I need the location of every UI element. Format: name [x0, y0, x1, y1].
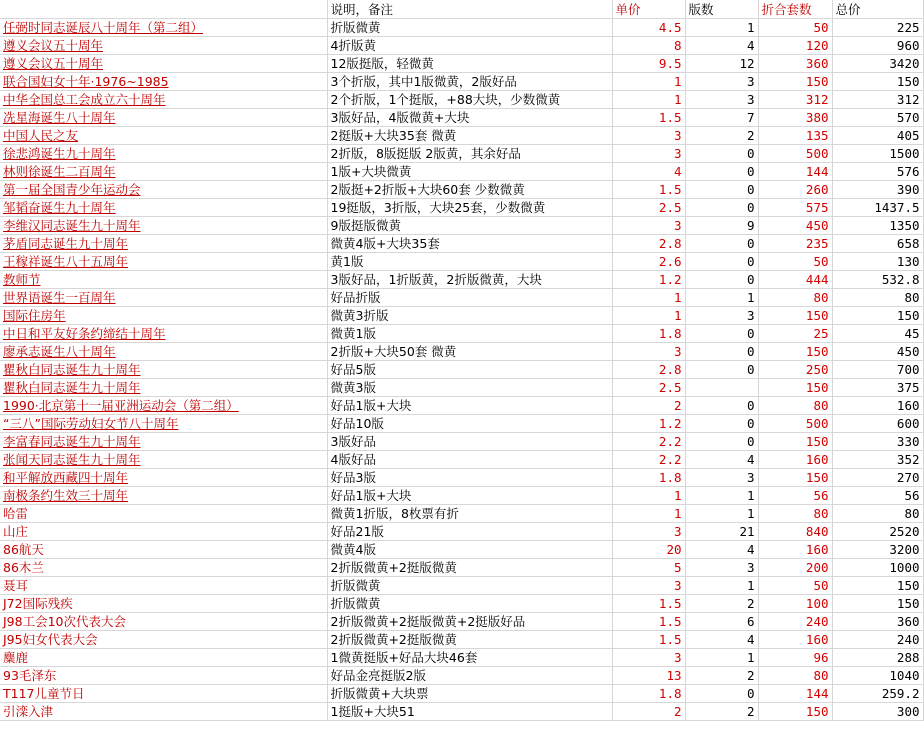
- cell-total[interactable]: 300: [832, 703, 923, 721]
- cell-desc[interactable]: 1微黄挺版+好品大块46套: [327, 649, 612, 667]
- cell-name[interactable]: 和平解放西藏四十周年: [0, 469, 327, 487]
- cell-plates[interactable]: 0: [685, 253, 758, 271]
- cell-price[interactable]: 2: [612, 397, 685, 415]
- cell-total[interactable]: 1000: [832, 559, 923, 577]
- cell-sets[interactable]: 160: [758, 631, 832, 649]
- cell-plates[interactable]: 2: [685, 667, 758, 685]
- cell-sets[interactable]: 240: [758, 613, 832, 631]
- cell-price[interactable]: 3: [612, 145, 685, 163]
- cell-sets[interactable]: 144: [758, 685, 832, 703]
- cell-price[interactable]: 1: [612, 91, 685, 109]
- cell-price[interactable]: 1.8: [612, 685, 685, 703]
- cell-desc[interactable]: 3版好品: [327, 433, 612, 451]
- cell-price[interactable]: 2.8: [612, 235, 685, 253]
- cell-total[interactable]: 80: [832, 505, 923, 523]
- cell-price[interactable]: 1.8: [612, 325, 685, 343]
- table-row: [0, 415, 923, 433]
- cell-desc[interactable]: 好品1版+大块: [327, 397, 612, 415]
- cell-plates[interactable]: 4: [685, 631, 758, 649]
- cell-total[interactable]: 259.2: [832, 685, 923, 703]
- table-row: [0, 451, 923, 469]
- table-row: [0, 379, 923, 397]
- table-row: [0, 469, 923, 487]
- cell-name[interactable]: J98工会10次代表大会: [0, 613, 327, 631]
- cell-price[interactable]: 2.5: [612, 379, 685, 397]
- table-row: [0, 487, 923, 505]
- cell-name[interactable]: 王稼祥诞生八十五周年: [0, 253, 327, 271]
- cell-desc[interactable]: 2折版微黄+2挺版微黄: [327, 631, 612, 649]
- table-row: [0, 703, 923, 721]
- cell-plates[interactable]: 12: [685, 55, 758, 73]
- cell-total[interactable]: 56: [832, 487, 923, 505]
- cell-name[interactable]: 1990·北京第十一届亚洲运动会（第二组）: [0, 397, 327, 415]
- cell-desc[interactable]: 微黄4版: [327, 541, 612, 559]
- cell-name[interactable]: 国际住房年: [0, 307, 327, 325]
- cell-price[interactable]: 2.2: [612, 451, 685, 469]
- cell-plates[interactable]: 7: [685, 109, 758, 127]
- cell-name[interactable]: 徐悲鸿诞生九十周年: [0, 145, 327, 163]
- cell-total[interactable]: 150: [832, 307, 923, 325]
- cell-desc[interactable]: 微黄4版+大块35套: [327, 235, 612, 253]
- cell-plates[interactable]: 3: [685, 307, 758, 325]
- cell-plates[interactable]: 1: [685, 649, 758, 667]
- cell-name[interactable]: 遵义会议五十周年: [0, 55, 327, 73]
- cell-plates[interactable]: 0: [685, 325, 758, 343]
- table-row: [0, 217, 923, 235]
- cell-price[interactable]: 3: [612, 217, 685, 235]
- cell-desc[interactable]: 好品折版: [327, 289, 612, 307]
- cell-desc[interactable]: 折版微黄+大块票: [327, 685, 612, 703]
- cell-sets[interactable]: 500: [758, 415, 832, 433]
- cell-total[interactable]: 312: [832, 91, 923, 109]
- table-row: [0, 37, 923, 55]
- table-row: [0, 685, 923, 703]
- cell-sets[interactable]: 312: [758, 91, 832, 109]
- cell-total[interactable]: 360: [832, 613, 923, 631]
- cell-sets[interactable]: 150: [758, 307, 832, 325]
- cell-plates[interactable]: [685, 379, 758, 397]
- cell-desc[interactable]: 微黄3折版: [327, 307, 612, 325]
- cell-total[interactable]: 450: [832, 343, 923, 361]
- table-row: [0, 199, 923, 217]
- cell-sets[interactable]: 80: [758, 505, 832, 523]
- table-row: [0, 325, 923, 343]
- cell-desc[interactable]: 19挺版，3折版，大块25套，少数微黄: [327, 199, 612, 217]
- cell-plates[interactable]: 1: [685, 487, 758, 505]
- cell-total[interactable]: 330: [832, 433, 923, 451]
- cell-plates[interactable]: 0: [685, 199, 758, 217]
- table-row: [0, 559, 923, 577]
- cell-total[interactable]: 352: [832, 451, 923, 469]
- cell-total[interactable]: 225: [832, 19, 923, 37]
- cell-price[interactable]: 1.5: [612, 109, 685, 127]
- table-row: [0, 73, 923, 91]
- cell-name[interactable]: 引滦入津: [0, 703, 327, 721]
- cell-plates[interactable]: 0: [685, 361, 758, 379]
- cell-total[interactable]: 240: [832, 631, 923, 649]
- cell-sets[interactable]: 840: [758, 523, 832, 541]
- cell-price[interactable]: 3: [612, 343, 685, 361]
- cell-plates[interactable]: 0: [685, 271, 758, 289]
- table-row: [0, 271, 923, 289]
- cell-name[interactable]: J72国际残疾: [0, 595, 327, 613]
- cell-plates[interactable]: 1: [685, 577, 758, 595]
- cell-price[interactable]: 4: [612, 163, 685, 181]
- cell-desc[interactable]: 3版好品，1折版黄，2折版微黄，大块: [327, 271, 612, 289]
- cell-name[interactable]: 86航天: [0, 541, 327, 559]
- cell-plates[interactable]: 3: [685, 73, 758, 91]
- cell-price[interactable]: 20: [612, 541, 685, 559]
- cell-price[interactable]: 3: [612, 577, 685, 595]
- cell-total[interactable]: 375: [832, 379, 923, 397]
- cell-total[interactable]: 130: [832, 253, 923, 271]
- cell-price[interactable]: 8: [612, 37, 685, 55]
- table-row: [0, 109, 923, 127]
- table-row: [0, 649, 923, 667]
- cell-desc[interactable]: 1挺版+大块51: [327, 703, 612, 721]
- cell-desc[interactable]: 折版微黄: [327, 595, 612, 613]
- cell-plates[interactable]: 0: [685, 415, 758, 433]
- cell-desc[interactable]: 好品金亮挺版2版: [327, 667, 612, 685]
- cell-name[interactable]: 瞿秋白同志诞生九十周年: [0, 361, 327, 379]
- cell-price[interactable]: 5: [612, 559, 685, 577]
- cell-name[interactable]: 遵义会议五十周年: [0, 37, 327, 55]
- cell-desc[interactable]: 黄1版: [327, 253, 612, 271]
- cell-name[interactable]: 任弼时同志诞辰八十周年（第二组）: [0, 19, 327, 37]
- cell-plates[interactable]: 2: [685, 703, 758, 721]
- cell-total[interactable]: 576: [832, 163, 923, 181]
- cell-plates[interactable]: 0: [685, 343, 758, 361]
- cell-sets[interactable]: 50: [758, 253, 832, 271]
- cell-desc[interactable]: 好品5版: [327, 361, 612, 379]
- cell-plates[interactable]: 2: [685, 127, 758, 145]
- cell-sets[interactable]: 150: [758, 433, 832, 451]
- cell-total[interactable]: 600: [832, 415, 923, 433]
- cell-name[interactable]: T117儿童节日: [0, 685, 327, 703]
- table-row: [0, 127, 923, 145]
- header-cell-price[interactable]: 单价: [612, 0, 685, 19]
- header-cell-desc[interactable]: 说明，备注: [327, 0, 612, 19]
- cell-name[interactable]: 麋鹿: [0, 649, 327, 667]
- cell-name[interactable]: J95妇女代表大会: [0, 631, 327, 649]
- cell-sets[interactable]: 360: [758, 55, 832, 73]
- table-row: [0, 163, 923, 181]
- cell-name[interactable]: 廖承志诞生八十周年: [0, 343, 327, 361]
- cell-desc[interactable]: 3个折版，其中1版微黄，2版好品: [327, 73, 612, 91]
- cell-sets[interactable]: 56: [758, 487, 832, 505]
- cell-desc[interactable]: 1版+大块微黄: [327, 163, 612, 181]
- cell-plates[interactable]: 0: [685, 235, 758, 253]
- cell-price[interactable]: 1.2: [612, 415, 685, 433]
- cell-sets[interactable]: 96: [758, 649, 832, 667]
- cell-total[interactable]: 1500: [832, 145, 923, 163]
- cell-sets[interactable]: 380: [758, 109, 832, 127]
- cell-name[interactable]: 聂耳: [0, 577, 327, 595]
- table-row: [0, 307, 923, 325]
- cell-sets[interactable]: 500: [758, 145, 832, 163]
- table-row: [0, 55, 923, 73]
- cell-total[interactable]: 150: [832, 595, 923, 613]
- cell-sets[interactable]: 80: [758, 397, 832, 415]
- cell-sets[interactable]: 144: [758, 163, 832, 181]
- cell-name[interactable]: 中华全国总工会成立六十周年: [0, 91, 327, 109]
- cell-sets[interactable]: 575: [758, 199, 832, 217]
- table-row: [0, 253, 923, 271]
- cell-desc[interactable]: 好品3版: [327, 469, 612, 487]
- cell-name[interactable]: 中日和平友好条约缔结十周年: [0, 325, 327, 343]
- cell-plates[interactable]: 1: [685, 289, 758, 307]
- cell-price[interactable]: 1.5: [612, 613, 685, 631]
- cell-sets[interactable]: 120: [758, 37, 832, 55]
- table-row: [0, 631, 923, 649]
- cell-desc[interactable]: 微黄1折版，8枚票有折: [327, 505, 612, 523]
- cell-total[interactable]: 270: [832, 469, 923, 487]
- cell-name[interactable]: 93毛泽东: [0, 667, 327, 685]
- cell-sets[interactable]: 50: [758, 577, 832, 595]
- cell-sets[interactable]: 250: [758, 361, 832, 379]
- cell-price[interactable]: 3: [612, 649, 685, 667]
- cell-total[interactable]: 570: [832, 109, 923, 127]
- cell-price[interactable]: 1.5: [612, 631, 685, 649]
- cell-total[interactable]: 160: [832, 397, 923, 415]
- cell-sets[interactable]: 160: [758, 451, 832, 469]
- cell-total[interactable]: 45: [832, 325, 923, 343]
- cell-plates[interactable]: 4: [685, 451, 758, 469]
- cell-price[interactable]: 1.5: [612, 595, 685, 613]
- cell-desc[interactable]: 微黄1版: [327, 325, 612, 343]
- cell-total[interactable]: 532.8: [832, 271, 923, 289]
- cell-desc[interactable]: 2折版+大块50套 微黄: [327, 343, 612, 361]
- cell-total[interactable]: 1040: [832, 667, 923, 685]
- cell-sets[interactable]: 450: [758, 217, 832, 235]
- table-row: [0, 613, 923, 631]
- cell-plates[interactable]: 6: [685, 613, 758, 631]
- cell-sets[interactable]: 50: [758, 19, 832, 37]
- table-row: [0, 397, 923, 415]
- cell-total[interactable]: 2520: [832, 523, 923, 541]
- cell-desc[interactable]: 3版好品，4版微黄+大块: [327, 109, 612, 127]
- table-row: [0, 361, 923, 379]
- header-cell-plates[interactable]: 版数: [685, 0, 758, 19]
- cell-name[interactable]: 世界语诞生一百周年: [0, 289, 327, 307]
- cell-plates[interactable]: 0: [685, 397, 758, 415]
- cell-sets[interactable]: 160: [758, 541, 832, 559]
- cell-plates[interactable]: 1: [685, 19, 758, 37]
- cell-total[interactable]: 658: [832, 235, 923, 253]
- cell-total[interactable]: 3420: [832, 55, 923, 73]
- cell-name[interactable]: 哈雷: [0, 505, 327, 523]
- header-cell-total[interactable]: 总价: [832, 0, 923, 19]
- cell-sets[interactable]: 150: [758, 73, 832, 91]
- cell-plates[interactable]: 9: [685, 217, 758, 235]
- cell-sets[interactable]: 150: [758, 379, 832, 397]
- table-row: [0, 433, 923, 451]
- cell-desc[interactable]: 好品10版: [327, 415, 612, 433]
- cell-name[interactable]: 86木兰: [0, 559, 327, 577]
- cell-desc[interactable]: 12版挺版，轻微黄: [327, 55, 612, 73]
- table-row: [0, 523, 923, 541]
- cell-sets[interactable]: 135: [758, 127, 832, 145]
- cell-name[interactable]: 南极条约生效三十周年: [0, 487, 327, 505]
- table-row: [0, 541, 923, 559]
- cell-price[interactable]: 2.6: [612, 253, 685, 271]
- cell-price[interactable]: 1.5: [612, 181, 685, 199]
- cell-desc[interactable]: 微黄3版: [327, 379, 612, 397]
- cell-desc[interactable]: 2个折版，1个挺版，+88大块，少数微黄: [327, 91, 612, 109]
- cell-price[interactable]: 1: [612, 73, 685, 91]
- cell-price[interactable]: 4.5: [612, 19, 685, 37]
- cell-sets[interactable]: 200: [758, 559, 832, 577]
- cell-sets[interactable]: 80: [758, 667, 832, 685]
- cell-plates[interactable]: 3: [685, 559, 758, 577]
- cell-price[interactable]: 1: [612, 307, 685, 325]
- cell-name[interactable]: 茅盾同志诞生九十周年: [0, 235, 327, 253]
- cell-sets[interactable]: 150: [758, 703, 832, 721]
- table-row: [0, 595, 923, 613]
- cell-desc[interactable]: 9版挺版微黄: [327, 217, 612, 235]
- cell-total[interactable]: 3200: [832, 541, 923, 559]
- cell-name[interactable]: 中国人民之友: [0, 127, 327, 145]
- cell-price[interactable]: 1.2: [612, 271, 685, 289]
- header-row: [0, 0, 923, 19]
- cell-price[interactable]: 1: [612, 289, 685, 307]
- cell-name[interactable]: 教师节: [0, 271, 327, 289]
- cell-sets[interactable]: 100: [758, 595, 832, 613]
- cell-plates[interactable]: 0: [685, 433, 758, 451]
- cell-price[interactable]: 2: [612, 703, 685, 721]
- cell-desc[interactable]: 2折版，8版挺版 2版黄，其余好品: [327, 145, 612, 163]
- cell-name[interactable]: 邹韬奋诞生九十周年: [0, 199, 327, 217]
- cell-plates[interactable]: 4: [685, 37, 758, 55]
- cell-desc[interactable]: 2版挺+2折版+大块60套 少数微黄: [327, 181, 612, 199]
- cell-desc[interactable]: 2挺版+大块35套 微黄: [327, 127, 612, 145]
- cell-price[interactable]: 9.5: [612, 55, 685, 73]
- cell-desc[interactable]: 好品21版: [327, 523, 612, 541]
- cell-name[interactable]: 第一届全国青少年运动会: [0, 181, 327, 199]
- table-row: [0, 667, 923, 685]
- cell-total[interactable]: 288: [832, 649, 923, 667]
- table-row: [0, 91, 923, 109]
- cell-price[interactable]: 3: [612, 523, 685, 541]
- table-row: [0, 181, 923, 199]
- cell-desc[interactable]: 2折版微黄+2挺版微黄: [327, 559, 612, 577]
- cell-desc[interactable]: 4版好品: [327, 451, 612, 469]
- cell-desc[interactable]: 折版微黄: [327, 577, 612, 595]
- cell-plates[interactable]: 21: [685, 523, 758, 541]
- table-row: [0, 235, 923, 253]
- cell-plates[interactable]: 0: [685, 163, 758, 181]
- cell-total[interactable]: 1350: [832, 217, 923, 235]
- cell-plates[interactable]: 0: [685, 145, 758, 163]
- table-row: [0, 343, 923, 361]
- cell-price[interactable]: 13: [612, 667, 685, 685]
- cell-sets[interactable]: 80: [758, 289, 832, 307]
- cell-plates[interactable]: 3: [685, 469, 758, 487]
- cell-sets[interactable]: 150: [758, 343, 832, 361]
- cell-sets[interactable]: 25: [758, 325, 832, 343]
- cell-plates[interactable]: 4: [685, 541, 758, 559]
- cell-name[interactable]: 山庄: [0, 523, 327, 541]
- cell-total[interactable]: 390: [832, 181, 923, 199]
- cell-desc[interactable]: 4折版黄: [327, 37, 612, 55]
- cell-plates[interactable]: 0: [685, 181, 758, 199]
- cell-name[interactable]: 林则徐诞生二百周年: [0, 163, 327, 181]
- table-row: [0, 19, 923, 37]
- cell-price[interactable]: 2.5: [612, 199, 685, 217]
- cell-desc[interactable]: 好品1版+大块: [327, 487, 612, 505]
- cell-desc[interactable]: 折版微黄: [327, 19, 612, 37]
- cell-plates[interactable]: 0: [685, 685, 758, 703]
- cell-price[interactable]: 2.2: [612, 433, 685, 451]
- cell-desc[interactable]: 2折版微黄+2挺版微黄+2挺版好品: [327, 613, 612, 631]
- cell-sets[interactable]: 260: [758, 181, 832, 199]
- cell-total[interactable]: 405: [832, 127, 923, 145]
- cell-name[interactable]: 李维汉同志诞生九十周年: [0, 217, 327, 235]
- cell-name[interactable]: 李富春同志诞生九十周年: [0, 433, 327, 451]
- cell-price[interactable]: 1: [612, 505, 685, 523]
- cell-plates[interactable]: 2: [685, 595, 758, 613]
- cell-sets[interactable]: 444: [758, 271, 832, 289]
- table-row: [0, 145, 923, 163]
- header-cell-sets[interactable]: 折合套数: [758, 0, 832, 19]
- table-row: [0, 289, 923, 307]
- cell-total[interactable]: 80: [832, 289, 923, 307]
- cell-price[interactable]: 2.8: [612, 361, 685, 379]
- cell-price[interactable]: 1: [612, 487, 685, 505]
- cell-total[interactable]: 700: [832, 361, 923, 379]
- cell-price[interactable]: 3: [612, 127, 685, 145]
- table-row: [0, 577, 923, 595]
- cell-name[interactable]: 联合国妇女十年·1976~1985: [0, 73, 327, 91]
- cell-name[interactable]: “三八”国际劳动妇女节八十周年: [0, 415, 327, 433]
- cell-plates[interactable]: 1: [685, 505, 758, 523]
- cell-total[interactable]: 150: [832, 577, 923, 595]
- cell-sets[interactable]: 235: [758, 235, 832, 253]
- cell-name[interactable]: 张闻天同志诞生九十周年: [0, 451, 327, 469]
- cell-sets[interactable]: 150: [758, 469, 832, 487]
- table-row: [0, 505, 923, 523]
- header-cell-name[interactable]: [0, 0, 327, 19]
- cell-total[interactable]: 1437.5: [832, 199, 923, 217]
- cell-name[interactable]: 瞿秋白同志诞生九十周年: [0, 379, 327, 397]
- cell-price[interactable]: 1.8: [612, 469, 685, 487]
- cell-plates[interactable]: 3: [685, 91, 758, 109]
- cell-name[interactable]: 冼星海诞生八十周年: [0, 109, 327, 127]
- cell-total[interactable]: 960: [832, 37, 923, 55]
- cell-total[interactable]: 150: [832, 73, 923, 91]
